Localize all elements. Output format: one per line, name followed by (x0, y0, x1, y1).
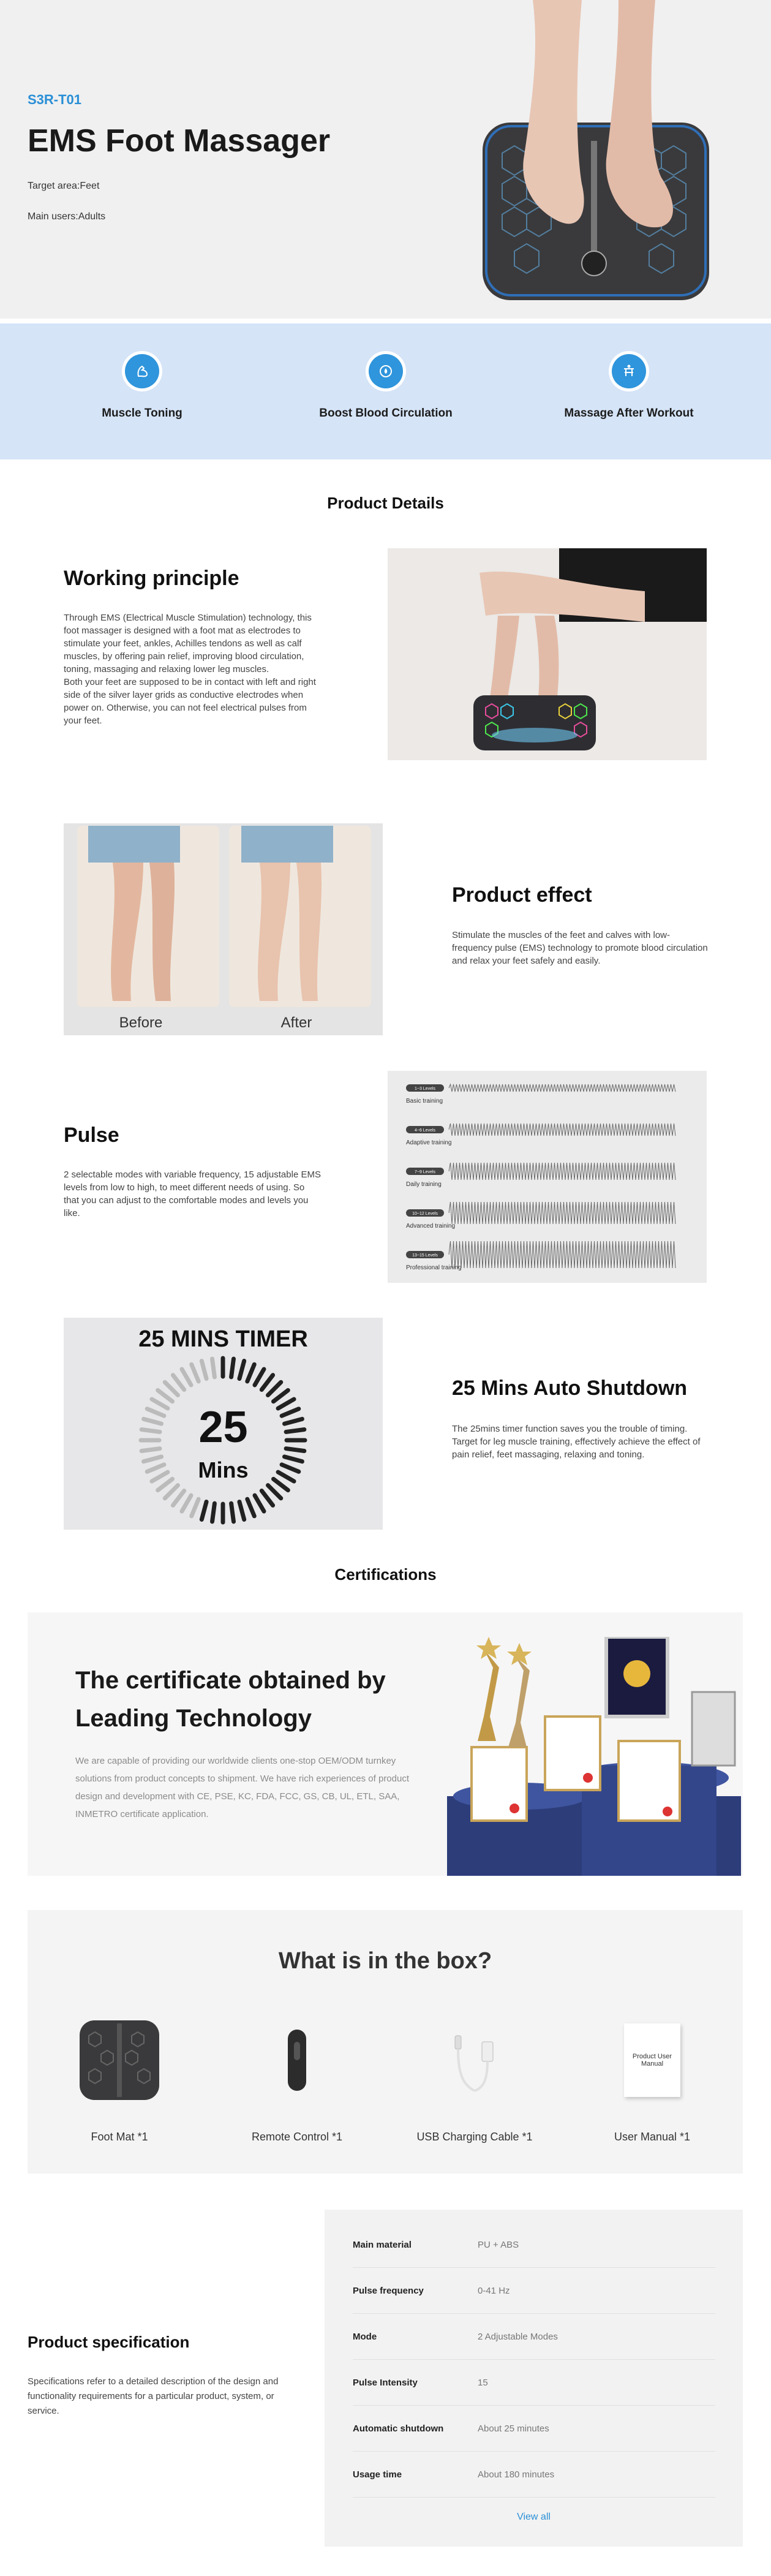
feature-label: Massage After Workout (564, 407, 694, 420)
auto-shutdown-text: The 25mins timer function saves you the trouble of timing. Target for leg muscle training, effectively achieve the effect of pain relief, feet massaging, relaxing and toning. (452, 1424, 701, 1460)
target-area: Target area:Feet (28, 181, 100, 191)
timer-tick (261, 1491, 273, 1506)
timer-tick (182, 1495, 191, 1511)
circulation-icon (369, 354, 403, 388)
workout-icon (612, 354, 646, 388)
timer-unit: Mins (198, 1457, 249, 1483)
timer-tick (173, 1491, 184, 1506)
timer-number: 25 (198, 1403, 248, 1452)
box-item-foot-mat (37, 2008, 202, 2144)
spec-row: Pulse Intensity 15 (353, 2360, 715, 2406)
specification-table (325, 2210, 743, 2547)
before-after-image (64, 823, 383, 1035)
product-specification-title: Product specification (28, 2333, 190, 2351)
timer-tick (201, 1361, 206, 1379)
pulse-waveform (449, 1124, 675, 1136)
foot-mat-icon (77, 2017, 162, 2103)
section-heading-certifications: Certifications (334, 1565, 437, 1584)
timer-tick (231, 1503, 234, 1522)
timer-tick (173, 1375, 184, 1390)
timer-tick (212, 1359, 215, 1377)
pulse-waveform (449, 1202, 675, 1224)
timer-tick (158, 1390, 173, 1401)
timer-tick (255, 1369, 264, 1385)
timer-tick (268, 1486, 281, 1498)
pulse-waveform (449, 1163, 675, 1180)
spec-row: Automatic shutdown About 25 minutes (353, 2406, 715, 2452)
timer-tick (165, 1382, 178, 1395)
spec-row: Usage time About 180 minutes (353, 2452, 715, 2498)
timer-tick (212, 1503, 215, 1522)
certificate-title: The certificate obtained by Leading Technology (75, 1667, 386, 1732)
product-specification-description: Specifications refer to a detailed description of the design and functionality requirements for a particular product, system, or service. (28, 2376, 279, 2416)
certificates-trophies-image (447, 1637, 741, 1876)
pulse-waveform (449, 1241, 675, 1268)
in-the-box-section (28, 1910, 743, 2174)
pulse-level-tag-text: 13~15 Levels (412, 1253, 438, 1258)
box-item-remote-control (214, 2008, 380, 2144)
pulse-waveform (449, 1084, 675, 1092)
feature-bar (0, 323, 771, 459)
foot-massager-hero-image (465, 0, 723, 312)
pulse-level-tag-text: 10~12 Levels (412, 1212, 438, 1216)
feature-label: Boost Blood Circulation (319, 407, 453, 420)
box-item-label: Foot Mat *1 (91, 2131, 148, 2143)
pulse-level-tag-text: 1~3 Levels (414, 1087, 436, 1091)
pulse-level-name: Daily training (406, 1181, 442, 1188)
after-label: After (280, 1014, 312, 1031)
timer-image-title: 25 MINS TIMER (138, 1326, 308, 1352)
box-item-user-manual (570, 2008, 735, 2144)
timer-tick (274, 1390, 288, 1401)
divider (0, 319, 771, 323)
certificate-banner (28, 1612, 743, 1876)
product-effect-title: Product effect (452, 883, 592, 907)
timer-tick (231, 1359, 234, 1377)
timer-tick (247, 1364, 254, 1381)
timer-tick (182, 1369, 191, 1385)
pulse-levels-image (388, 1071, 707, 1283)
timer-tick (261, 1375, 273, 1390)
feature-blood-circulation (282, 354, 490, 420)
pulse-title: Pulse (64, 1124, 119, 1147)
pulse-level-tag-text: 4~6 Levels (414, 1128, 436, 1133)
in-the-box-title: What is in the box? (278, 1948, 492, 1974)
pulse-text: 2 selectable modes with variable frequency, 15 adjustable EMS levels from low to high, to meet different needs of using. So that you can adjust to the comfortable modes and levels you like. (64, 1169, 321, 1218)
pulse-level-tag-text: 7~9 Levels (414, 1170, 436, 1174)
product-title: EMS Foot Massager (28, 123, 331, 159)
timer-tick (192, 1499, 198, 1516)
timer-tick (268, 1382, 281, 1395)
feature-massage-after-workout (525, 354, 733, 420)
working-principle-text: Through EMS (Electrical Muscle Stimulation) technology, this foot massager is designed with a foot mat as electrodes to stimulate your feet, ankles, Achilles tendons as well as calf muscles, by offering pain relief, improving blood circulation, toning, massaging and relaxing lower leg muscles. Both your feet are supposed to be in contact with left and right side of the silver layer grids as conductive electrodes when power on. Otherwise, you can not feel electrical pulses from your feet. (64, 613, 316, 726)
user-manual-icon: Product User Manual (624, 2023, 680, 2097)
usb-cable-icon (438, 2023, 511, 2097)
box-item-label: USB Charging Cable *1 (416, 2131, 533, 2143)
remote-control-icon (282, 2026, 312, 2094)
spec-row: Main material PU + ABS (353, 2222, 715, 2268)
timer-tick (192, 1364, 198, 1381)
timer-tick (239, 1501, 244, 1519)
product-model: S3R-T01 (28, 92, 82, 107)
certificate-description: We are capable of providing our worldwide clients one-stop OEM/ODM turnkey solutions from product concepts to shipment. We have rich experiences of product design and development with CE, PSE, KC, FDA, FCC, GS, CB, UL, ETL, SAA, INMETRO certificate application. (75, 1756, 410, 1819)
timer-tick (255, 1495, 264, 1511)
auto-shutdown-title: 25 Mins Auto Shutdown (452, 1377, 688, 1400)
muscle-arm-icon (125, 354, 159, 388)
spec-row: Pulse frequency 0-41 Hz (353, 2268, 715, 2314)
working-principle-title: Working principle (64, 567, 239, 590)
section-heading-product-details: Product Details (327, 494, 444, 512)
product-effect-text: Stimulate the muscles of the feet and calves with low-frequency pulse (EMS) technology to promote blood circulation and relax your feet safely and easily. (452, 930, 708, 966)
timer-image (64, 1318, 383, 1530)
hero-banner (0, 0, 771, 319)
timer-tick (165, 1486, 178, 1498)
working-principle-image (388, 548, 707, 760)
pulse-level-name: Basic training (406, 1098, 443, 1105)
spec-row: Mode 2 Adjustable Modes (353, 2314, 715, 2360)
feature-label: Muscle Toning (102, 407, 182, 420)
before-label: Before (119, 1014, 163, 1031)
view-all-link[interactable]: View all (517, 2512, 551, 2522)
pulse-level-name: Professional training (406, 1264, 462, 1271)
pulse-level-name: Advanced training (406, 1223, 456, 1229)
box-item-usb-cable (392, 2008, 557, 2144)
pulse-level-name: Adaptive training (406, 1139, 452, 1146)
main-users: Main users:Adults (28, 211, 106, 222)
feature-muscle-toning (38, 354, 246, 420)
timer-tick (247, 1499, 254, 1516)
box-item-label: User Manual *1 (614, 2131, 691, 2143)
timer-tick (201, 1501, 206, 1519)
timer-tick (239, 1361, 244, 1379)
box-item-label: Remote Control *1 (251, 2131, 343, 2143)
